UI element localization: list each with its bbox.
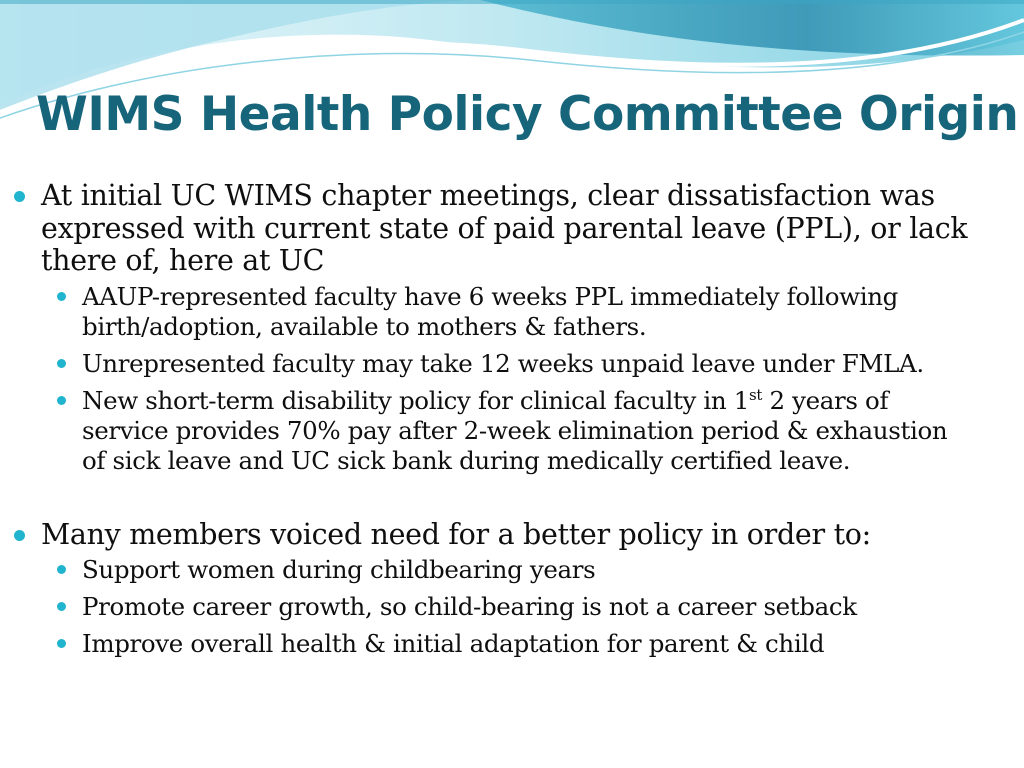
sub-bullet-item (41, 629, 984, 659)
sub-bullet-text: Support women during childbearing years (82, 555, 596, 584)
sub-bullet-text: Improve overall health & initial adaptation for parent & child (82, 629, 825, 658)
sub-bullet-text: AAUP-represented faculty have 6 weeks PPL immediately following birth/adoption, available to mothers & fathers. (82, 281, 898, 341)
ordinal-superscript: st (748, 385, 763, 404)
slide-title: WIMS Health Policy Committee Origin (36, 87, 1019, 142)
bullet-item (0, 519, 1024, 660)
bullet-dot-icon (14, 191, 25, 202)
bullet-item (0, 180, 1024, 476)
sub-bullet-text: Promote career growth, so child-bearing is not a career setback (82, 592, 857, 621)
sub-bullet-dot-icon (57, 359, 66, 368)
sub-bullet-item (41, 555, 984, 585)
sub-bullet-dot-icon (57, 292, 66, 301)
sub-bullet-dot-icon (57, 639, 66, 648)
bullet-text: Many members voiced need for a better policy in order to: (41, 517, 871, 551)
sub-bullet-text-post: 2 years of service provides 70% pay after 2-week elimination period & exhaustion of sick leave and UC sick bank during medically certified leave. (82, 385, 948, 475)
sub-bullet-list (41, 555, 984, 659)
slide-body (0, 180, 1024, 666)
sub-bullet-list (41, 282, 984, 476)
sub-bullet-text: Unrepresented faculty may take 12 weeks unpaid leave under FMLA. (82, 348, 924, 378)
sub-bullet-item (41, 592, 984, 622)
sub-bullet-dot-icon (57, 602, 66, 611)
sub-bullet-item (41, 386, 984, 476)
bullet-text: At initial UC WIMS chapter meetings, clear dissatisfaction was expressed with current state of paid parental leave (PPL), or lack there of, here at UC (41, 179, 968, 277)
bullet-list (0, 180, 1024, 659)
bullet-dot-icon (14, 530, 25, 541)
sub-bullet-item (41, 349, 984, 379)
sub-bullet-dot-icon (57, 565, 66, 574)
sub-bullet-dot-icon (57, 396, 66, 405)
sub-bullet-text-pre: New short-term disability policy for clinical faculty in 1 (82, 385, 749, 415)
sub-bullet-item (41, 282, 984, 342)
